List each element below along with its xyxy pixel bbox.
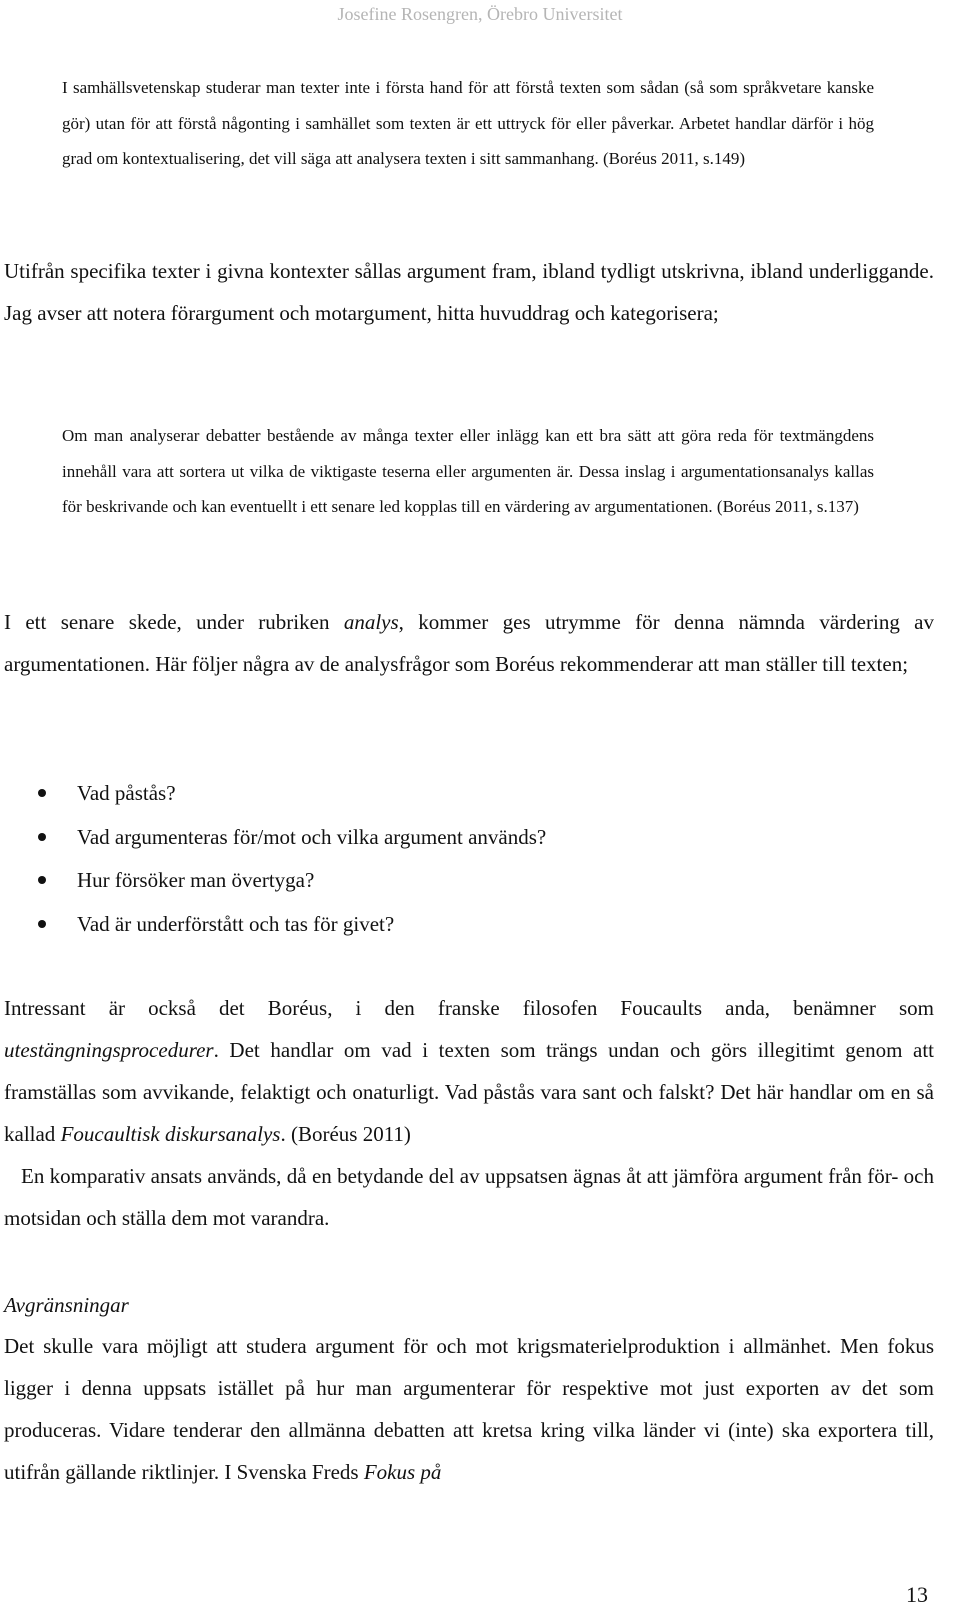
paragraph-2-text-start: I ett senare skede, under rubriken [4,610,344,634]
paragraph-3-text-end: . (Boréus 2011) [280,1122,411,1146]
paragraph-2-italic: analys [343,610,399,634]
bullet-icon [38,920,46,928]
paragraph-4: En komparativ ansats används, då en betydande del av uppsatsen ägnas åt att jämföra argument från för- och motsidan och ställa dem mot varandra. [4,1164,934,1230]
page-header: Josefine Rosengren, Örebro Universitet [337,4,623,24]
section-paragraph [4,1325,934,1493]
paragraph-2-text-end: , kommer ges utrymme för denna nämnda värdering av argumentationen. Här följer några av de analysfrågor som Boréus rekommenderar att man ställer till texten; [4,610,934,676]
paragraph-3 [4,987,934,1155]
question-text: Vad argumenteras för/mot och vilka argument används? [77,824,547,849]
bullet-icon [38,876,46,884]
section-paragraph-text: Det skulle vara möjligt att studera argument för och mot krigsmaterielproduktion i allmänhet. Men fokus ligger i denna uppsats istället på hur man argumenterar för respektive mot just exporten av det som produceras. Vidare tenderar den allmänna debatten att kretsa kring vilka länder vi (inte) ska exportera till, utifrån gällande riktlinjer. I Svenska Freds [4,1334,934,1484]
block-quote-2: Om man analyserar debatter bestående av många texter eller inlägg kan ett bra sätt att göra reda för textmängdens innehåll vara att sortera ut vilka de viktigaste teserna eller argumenten är. Dessa inslag i argumentationsanalys kallas för beskrivande och kan eventuellt i ett senare led kopplas till en värdering av argumentationen. (Boréus 2011, s.137) [62,426,874,516]
list-item [0,859,930,903]
question-text: Vad påstås? [77,781,176,805]
bullet-icon [38,833,46,841]
list-item [0,903,930,947]
paragraph-1: Utifrån specifika texter i givna kontexter sållas argument fram, ibland tydligt utskrivna, ibland underliggande. Jag avser att notera förargument och motargument, hitta huvuddrag och kategorisera; [4,259,934,325]
question-text: Vad är underförstått och tas för givet? [77,911,395,936]
block-quote-1: I samhällsvetenskap studerar man texter inte i första hand för att förstå texten som sådan (så som språkvetare kanske gör) utan för att förstå någonting i samhället som texten är ett uttryck för eller påverkar. Arbetet handlar därför i hög grad om kontextualisering, det vill säga att analysera texten i sitt sammanhang. (Boréus 2011, s.149) [62,78,874,168]
paragraph-3-text-start: Intressant är också det Boréus, i den franske filosofen Foucaults anda, benämner som [4,996,934,1020]
question-text: Hur försöker man övertyga? [77,868,315,892]
paragraph-3-italic-1: utestängningsprocedurer [4,1038,214,1062]
paragraph-3-text-middle: . Det handlar om vad i texten som trängs undan och görs illegitimt genom att framställas som avvikande, felaktigt och onaturligt. Vad påstås vara sant och falskt? Det här handlar om en så kallad [4,1038,934,1146]
section-heading: Avgränsningar [4,1293,129,1317]
analysis-questions-list [0,772,930,946]
list-item [0,816,930,860]
list-item [0,772,930,816]
paragraph-3-italic-2: Foucaultisk diskursanalys [60,1122,281,1146]
page-number: 13 [906,1582,928,1607]
bullet-icon [38,789,46,797]
section-paragraph-italic: Fokus på [363,1460,442,1484]
paragraph-2 [4,601,934,685]
